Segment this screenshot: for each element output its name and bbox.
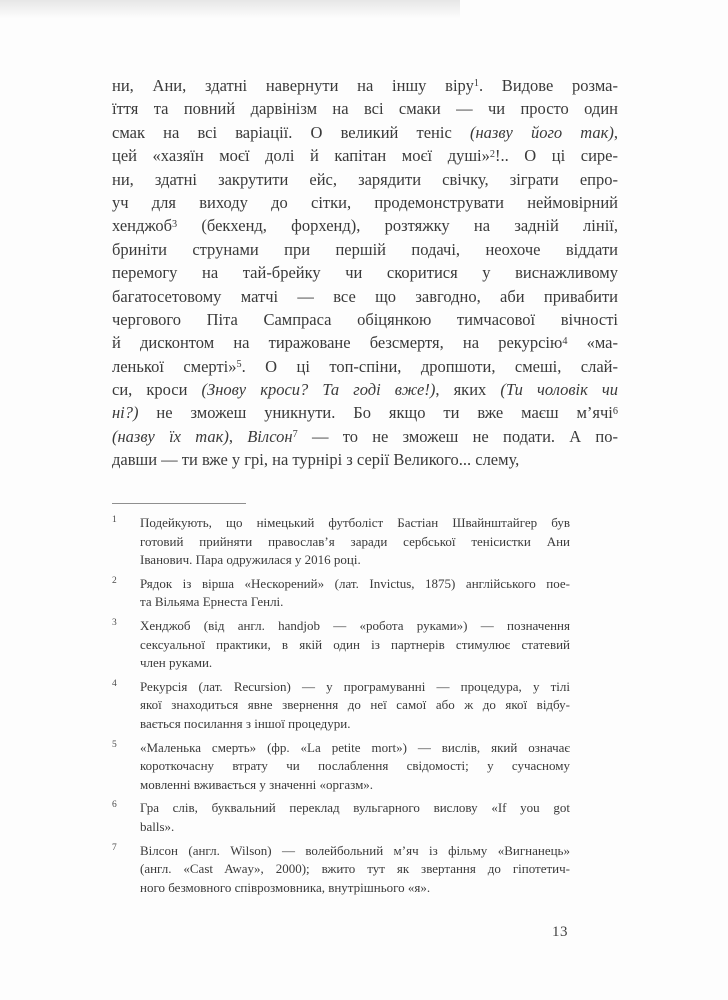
footnote-line: Вілсон (англ. Wilson) — волейбольний м’яч із фільму «Вигнанець» [140,842,570,858]
footnote-marker: 4 [112,678,117,689]
footnote-line: (англ. «Cast Away», 2000); вжито тут як звертання до гіпотетич- [140,861,570,877]
footnote-reference: 4 [562,335,568,347]
body-text-segment: , [613,122,618,142]
body-line [112,168,618,191]
body-text-segment: (назву їх так) [112,426,229,446]
footnote-text [140,575,570,612]
footnote-line: сексуальної практики, в якій один із партнерів стимулює статевий [140,636,570,652]
footnote-reference: 3 [172,218,178,230]
footnote-line: Рядок із вірша «Нескорений» (лат. Invictus, 1875) англійського пое- [140,575,570,591]
footnote-line: мовленні вживається у значенні «оргазм». [140,776,374,792]
footnote-line: Подейкують, що німецький футболіст Бастіан Швайнштайгер був [140,515,570,530]
body-text-segment: й дисконтом на тиражоване безсмертя, на рекурсію [112,333,563,353]
footnotes-section [112,514,582,902]
body-line [112,378,618,401]
body-text-segment: , [228,426,248,446]
body-text-segment: ні?) [112,403,139,423]
footnote-reference: 1 [473,78,479,90]
body-text-segment: — то не зможеш не подати. А по- [297,426,618,446]
body-text-segment: чергового Піта Сампраса обіцянкою тимчасової вічності [112,309,618,329]
footnote-reference: 7 [292,429,298,441]
body-text-segment: (бекхенд, форхенд), розтяжку на задній лінії, [177,216,618,236]
footnote-marker: 5 [112,739,117,750]
footnote-line: ного безмовного співрозмовника, внутрішнього «я». [140,879,431,895]
footnote-line: «Маленька смерть» (фр. «La petite mort») — вислів, який означає [140,739,570,755]
page-number: 13 [552,924,568,940]
body-text-segment: ни, Ани, здатні навернути на іншу віру [112,76,474,95]
footnote-line: Гра слів, буквальний переклад вульгарного вислову «If you got [140,800,570,816]
footnote-text [140,678,570,734]
body-line [112,448,618,471]
body-line [112,214,618,237]
footnote-line: balls». [140,818,175,834]
footnote-reference: 6 [612,405,618,417]
footnote-text [140,514,570,570]
body-line [112,331,618,354]
body-line [112,97,618,120]
footnote [112,842,582,898]
body-text-segment: бриніти струнами при першій подачі, неохоче віддати [112,239,618,259]
footnote-line: Рекурсія (лат. Recursion) — у програмуванні — процедура, у тілі [140,678,570,694]
footnote-reference: 2 [489,148,495,160]
body-text-segment: Вілсон [247,426,293,446]
footnote [112,514,582,570]
body-line [112,144,618,167]
body-text-segment: си, кроси [112,380,202,400]
footnote-marker: 3 [112,617,117,628]
body-text-segment: уч для виходу до сітки, продемонструвати неймовірний [112,192,618,212]
footnote [112,575,582,612]
body-text-segment: ленької смерті» [112,356,237,376]
footnote-reference: 5 [236,359,242,371]
body-line [112,401,618,424]
body-line [112,425,618,448]
body-text-segment: перемогу на тай-брейку чи скоритися у виснажливому [112,263,618,283]
body-text-segment: багатосетовому матчі — все що завгодно, аби привабити [112,286,618,306]
body-line [112,74,618,97]
scan-edge-shading [0,0,460,26]
body-text-segment: . Видове розма- [478,76,618,95]
body-text-segment: ни, здатні закрутити ейс, зарядити свічку, зіграти епро- [112,169,618,189]
footnote-line: вається посилання з іншої процедури. [140,715,351,731]
body-line [112,121,618,144]
main-paragraph [112,74,618,472]
footnote-text [140,617,570,673]
body-line [112,355,618,378]
body-text-segment: їття та повний дарвінізм на всі смаки — чи просто один [112,99,618,119]
footnote [112,678,582,734]
footnote-line: короткочасну втрату чи послаблення свідомості; у сучасному [140,758,570,774]
footnote-line: та Вільяма Ернеста Генлі. [140,594,284,610]
footnote [112,739,582,795]
body-text-segment: (Ти чоловік чи [500,380,618,400]
footnote-marker: 2 [112,575,117,586]
body-line [112,285,618,308]
footnote-line: член руками. [140,655,213,671]
body-line [112,191,618,214]
footnote-marker: 7 [112,842,117,853]
body-line [112,238,618,261]
body-text-segment: давши — ти вже у грі, на турнірі з серії Великого... слему, [112,450,520,470]
footnote-line: Хенджоб (від англ. handjob — «робота руками») — позначення [140,617,570,633]
body-line [112,261,618,284]
footnote-text [140,739,570,795]
body-text-segment: . О ці топ-спіни, дропшоти, смеші, слай- [241,356,618,376]
body-text-segment: цей «хазяїн моєї долі й капітан моєї душі» [112,146,490,166]
footnote [112,617,582,673]
footnote [112,799,582,836]
footnote-line: якої знаходиться явне звернення до неї самої або ж до якої відбу- [140,697,570,713]
footnote-marker: 1 [112,515,117,525]
footnote-marker: 6 [112,800,117,811]
body-text-segment: хенджоб [112,216,173,236]
body-text-segment: смак на всі варіації. О великий теніс [112,122,470,142]
body-line [112,308,618,331]
body-text-segment: (назву його так) [469,122,614,142]
body-text-segment: (Знову кроси? Та годі вже!) [201,380,436,400]
footnote-text [140,799,570,836]
body-text-segment: !.. О ці сире- [495,146,618,166]
footnote-line: Іванович. Пара одружилася у 2016 році. [140,552,361,568]
body-text-segment: , яких [435,380,501,400]
body-text-segment: не зможеш уникнути. Бо якщо ти вже маєш м’ячі [138,403,613,423]
body-text-segment: «ма- [567,333,618,353]
footnote-separator-rule [112,503,246,504]
footnote-line: готовий прийняти православ’я заради сербської тенісистки Ани [140,533,570,549]
footnote-text [140,842,570,898]
